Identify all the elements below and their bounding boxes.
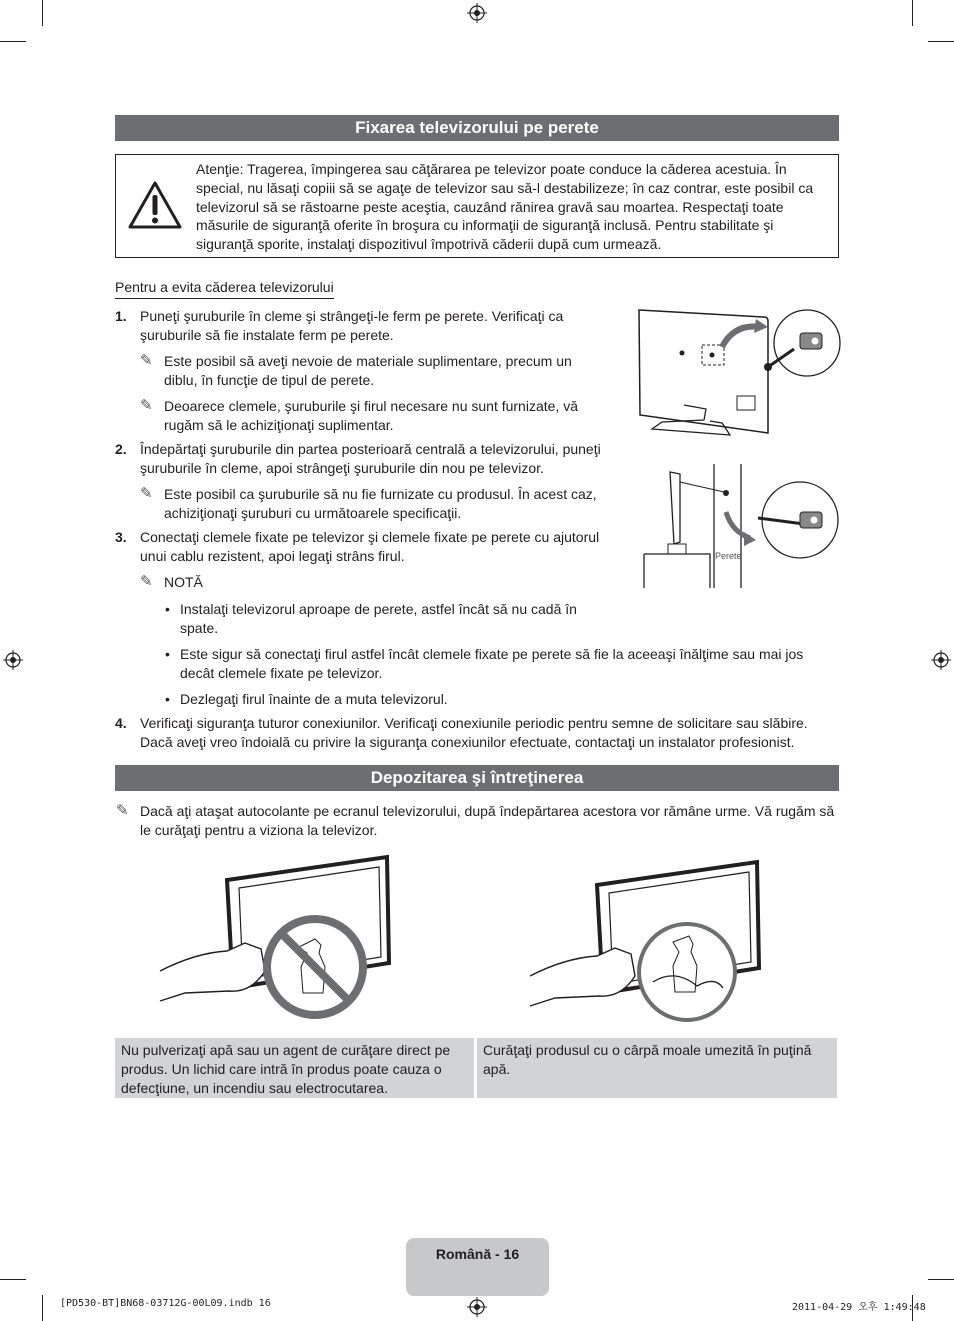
crop-mark [0,41,26,42]
step-text: Puneţi şuruburile în cleme şi strângeţi-le ferm pe perete. Verificaţi ca şuruburile să fie instalate ferm pe perete. [140,308,564,343]
step-number: 1. [115,308,127,324]
crop-mark [42,0,43,26]
caption-cloth: Curăţaţi produsul cu o cârpă moale umezită în puţină apă. [477,1038,837,1098]
crop-mark [928,1279,954,1280]
note-pencil-icon: ✎ [140,397,153,414]
note-text: Este posibil să aveţi nevoie de materiale suplimentare, precum un diblu, în funcţie de tipul de perete. [164,353,572,388]
bullet-dot: • [165,601,170,617]
tv-back-clamp-illustration [634,305,842,443]
step-text: Verificaţi siguranţa tuturor conexiunilor. Verificaţi conexiunile periodic pentru semne de solicitare sau slăbire. Dacă aveţi vreo îndoială cu privire la siguranţa conexiunilor efectuate, contactaţi un instalator profesionist. [140,715,808,750]
note-pencil-icon: ✎ [140,573,153,590]
note-label: NOTĂ [164,574,203,590]
bullet-dot: • [165,646,170,662]
note-pencil-icon: ✎ [140,352,153,369]
note-text: Dacă aţi ataşat autocolante pe ecranul televizorului, după îndepărtarea acestora vor rămâne urme. Vă rugăm să le curăţaţi pentru a viziona la televizor. [140,803,835,838]
step-number: 4. [115,715,127,731]
step-number: 2. [115,441,127,457]
note-pencil-icon: ✎ [140,485,153,502]
note-text: Deoarece clemele, şuruburile şi firul necesare nu sunt furnizate, vă rugăm să le achiziţionaţi suplimentar. [164,398,578,433]
note-text: Este posibil ca şuruburile să nu fie furnizate cu produsul. În acest caz, achiziţionaţi şuruburi cu următoarele specificaţii. [164,486,597,521]
tv-wall-side-illustration [640,462,842,590]
subheading: Pentru a evita căderea televizorului [115,279,334,299]
warning-box [115,154,839,258]
wall-label: Perete [715,551,742,561]
crop-mark [928,41,954,42]
registration-mark-icon [931,650,951,670]
registration-mark-icon [467,1297,487,1317]
step-text: Conectaţi clemele fixate pe televizor şi clemele fixate pe perete cu ajutorul unui cablu rezistent, apoi legaţi strâns firul. [140,529,600,564]
section-title-wall-mount: Fixarea televizorului pe perete [115,115,839,141]
warning-body: : Tragerea, împingerea sau căţărarea pe televizor poate conduce la căderea acestuia. În special, nu lăsaţi copiii să se agaţe de televizor sau să-l destabilizeze; în caz contrar, este posibil ca televizorul să se răstoarne peste aceştia, cauzând rănirea gravă sau moartea. Respectaţi toate măsurile de siguranţă oferite în broşura cu informaţii de siguranţă inclusă. Pentru stabilitate şi siguranţă sporite, instalaţi dispozitivul împotrivă căderii după cum urmează. [196,161,814,253]
registration-mark-icon [3,650,23,670]
warning-label: Atenţie [196,161,240,177]
no-spray-illustration [155,853,395,1021]
section-title-storage: Depozitarea şi întreţinerea [115,765,839,791]
warning-triangle-icon [127,180,183,230]
bullet-dot: • [165,691,170,707]
footer-date: 2011-04-29 오후 1:49:48 [792,1302,926,1313]
crop-mark [912,0,913,26]
bullet-text: Este sigur să conectaţi firul astfel încât clemele fixate pe perete să fie la aceeaşi înălţime sau mai jos decât clemele fixate pe televizor. [180,646,804,681]
crop-mark [42,1295,43,1321]
step-text: Îndepărtaţi şuruburile din partea posterioară centrală a televizorului, puneţi şuruburile în cleme, apoi strângeţi şuruburile din nou pe televizor. [140,441,601,476]
page-number-tab [406,1238,549,1296]
bullet-text: Dezlegaţi firul înainte de a muta televizorul. [180,691,448,707]
note-pencil-icon: ✎ [116,802,129,819]
crop-mark [0,1279,26,1280]
registration-mark-icon [467,3,487,23]
bullet-text: Instalaţi televizorul aproape de perete, astfel încât să nu cadă în spate. [180,601,577,636]
footer-file: [PD530-BT]BN68-03712G-00L09.indb 16 [60,1298,271,1309]
step-number: 3. [115,529,127,545]
cloth-cleaning-illustration [525,858,765,1026]
warning-text [196,160,826,254]
caption-no-spray: Nu pulverizaţi apă sau un agent de curăţare direct pe produs. Un lichid care intră în produs poate cauza o defecţiune, un incendiu sau electrocutarea. [115,1038,474,1098]
page-label: Română - 16 [435,1246,520,1262]
